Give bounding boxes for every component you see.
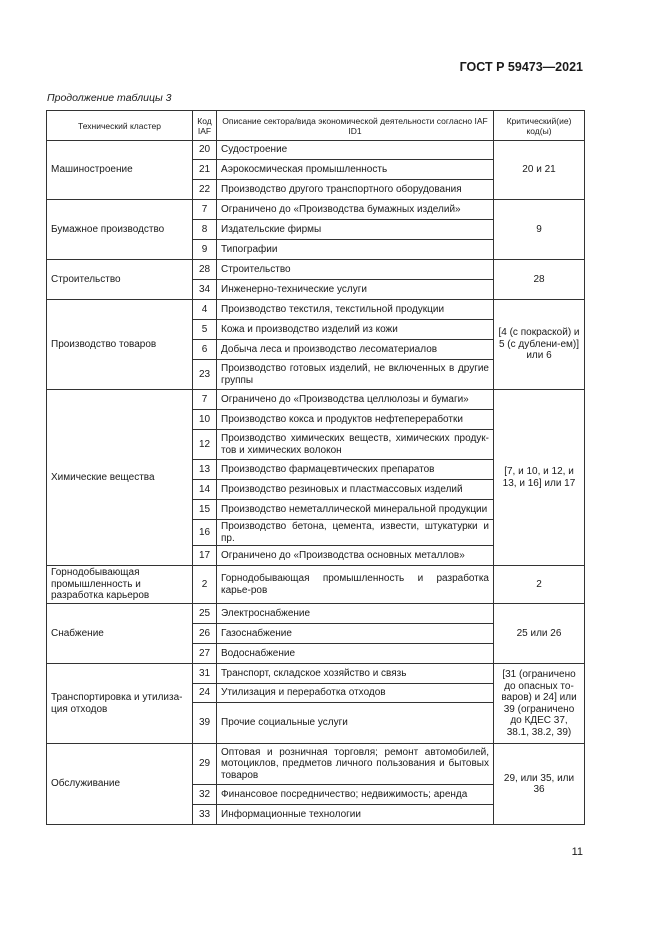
description-cell: Производство химических веществ, химических продук-тов и химических волокон — [217, 430, 494, 460]
code-cell: 8 — [193, 220, 217, 240]
description-cell: Прочие социальные услуги — [217, 703, 494, 744]
code-cell: 22 — [193, 180, 217, 200]
document-code: ГОСТ Р 59473—2021 — [459, 60, 583, 74]
description-cell: Производство неметаллической минеральной продукции — [217, 500, 494, 520]
code-cell: 21 — [193, 160, 217, 180]
description-cell: Производство текстиля, текстильной продукции — [217, 300, 494, 320]
code-cell: 25 — [193, 604, 217, 624]
description-cell: Транспорт, складское хозяйство и связь — [217, 664, 494, 684]
description-cell: Ограничено до «Производства целлюлозы и бумаги» — [217, 390, 494, 410]
description-cell: Электроснабжение — [217, 604, 494, 624]
table-row — [47, 566, 585, 604]
table-body — [47, 141, 585, 825]
table-row — [47, 200, 585, 220]
code-cell: 5 — [193, 320, 217, 340]
description-cell: Оптовая и розничная торговля; ремонт автомобилей, мотоциклов, предметов личного пользования и бытовых товаров — [217, 744, 494, 785]
table-row — [47, 260, 585, 280]
cluster-cell: Снабжение — [47, 604, 193, 664]
header-description: Описание сектора/вида экономической деятельности согласно IAF ID1 — [217, 111, 494, 141]
header-critical: Критический(ие) код(ы) — [494, 111, 585, 141]
description-cell: Добыча леса и производство лесоматериалов — [217, 340, 494, 360]
cluster-cell: Строительство — [47, 260, 193, 300]
description-cell: Производство другого транспортного оборудования — [217, 180, 494, 200]
critical-code-cell: 29, или 35, или 36 — [494, 744, 585, 825]
table-caption: Продолжение таблицы 3 — [47, 92, 172, 104]
cluster-cell: Производство товаров — [47, 300, 193, 390]
header-cluster: Технический кластер — [47, 111, 193, 141]
description-cell: Производство готовых изделий, не включенных в другие группы — [217, 360, 494, 390]
table-row — [47, 604, 585, 624]
critical-code-cell: [7, и 10, и 12, и 13, и 16] или 17 — [494, 390, 585, 566]
code-cell: 28 — [193, 260, 217, 280]
description-cell: Производство бетона, цемента, извести, штукатурки и пр. — [217, 520, 494, 546]
code-cell: 9 — [193, 240, 217, 260]
cluster-cell: Машиностроение — [47, 141, 193, 200]
description-cell: Судостроение — [217, 141, 494, 160]
description-cell: Финансовое посредничество; недвижимость; аренда — [217, 785, 494, 805]
iaf-cluster-table — [46, 110, 585, 825]
table-row — [47, 141, 585, 160]
critical-code-cell: 28 — [494, 260, 585, 300]
cluster-cell: Горнодобывающая промышленность и разработка карьеров — [47, 566, 193, 604]
description-cell: Утилизация и переработка отходов — [217, 684, 494, 703]
description-cell: Производство резиновых и пластмассовых изделий — [217, 480, 494, 500]
code-cell: 6 — [193, 340, 217, 360]
description-cell: Производство фармацевтических препаратов — [217, 460, 494, 480]
critical-code-cell: 9 — [494, 200, 585, 260]
code-cell: 7 — [193, 390, 217, 410]
cluster-cell: Бумажное производство — [47, 200, 193, 260]
table-row — [47, 664, 585, 684]
critical-code-cell: 2 — [494, 566, 585, 604]
code-cell: 17 — [193, 546, 217, 566]
table-row — [47, 390, 585, 410]
description-cell: Горнодобывающая промышленность и разработка карье-ров — [217, 566, 494, 604]
cluster-cell: Транспортировка и утилиза-ция отходов — [47, 664, 193, 744]
critical-code-cell: 20 и 21 — [494, 141, 585, 200]
critical-code-cell: [31 (ограничено до опасных то-варов) и 24] или 39 (ограничено до КДЕС 37, 38.1, 38.2, 39) — [494, 664, 585, 744]
code-cell: 4 — [193, 300, 217, 320]
cluster-cell: Обслуживание — [47, 744, 193, 825]
description-cell: Инженерно-технические услуги — [217, 280, 494, 300]
cluster-cell: Химические вещества — [47, 390, 193, 566]
code-cell: 26 — [193, 624, 217, 644]
code-cell: 15 — [193, 500, 217, 520]
table-row — [47, 300, 585, 320]
code-cell: 32 — [193, 785, 217, 805]
code-cell: 23 — [193, 360, 217, 390]
page-number: 11 — [571, 846, 583, 858]
description-cell: Информационные технологии — [217, 805, 494, 825]
description-cell: Производство кокса и продуктов нефтепереработки — [217, 410, 494, 430]
table-row — [47, 744, 585, 785]
code-cell: 14 — [193, 480, 217, 500]
header-code: Код IAF — [193, 111, 217, 141]
code-cell: 16 — [193, 520, 217, 546]
description-cell: Аэрокосмическая промышленность — [217, 160, 494, 180]
description-cell: Издательские фирмы — [217, 220, 494, 240]
description-cell: Кожа и производство изделий из кожи — [217, 320, 494, 340]
code-cell: 34 — [193, 280, 217, 300]
critical-code-cell: 25 или 26 — [494, 604, 585, 664]
code-cell: 13 — [193, 460, 217, 480]
description-cell: Газоснабжение — [217, 624, 494, 644]
description-cell: Ограничено до «Производства основных металлов» — [217, 546, 494, 566]
description-cell: Типографии — [217, 240, 494, 260]
code-cell: 12 — [193, 430, 217, 460]
code-cell: 20 — [193, 141, 217, 160]
table-header-row — [47, 111, 585, 141]
code-cell: 7 — [193, 200, 217, 220]
description-cell: Строительство — [217, 260, 494, 280]
code-cell: 33 — [193, 805, 217, 825]
code-cell: 31 — [193, 664, 217, 684]
code-cell: 10 — [193, 410, 217, 430]
critical-code-cell: [4 (с покраской) и 5 (с дублени-ем)] или 6 — [494, 300, 585, 390]
code-cell: 29 — [193, 744, 217, 785]
code-cell: 27 — [193, 644, 217, 664]
code-cell: 24 — [193, 684, 217, 703]
code-cell: 2 — [193, 566, 217, 604]
code-cell: 39 — [193, 703, 217, 744]
description-cell: Водоснабжение — [217, 644, 494, 664]
description-cell: Ограничено до «Производства бумажных изделий» — [217, 200, 494, 220]
